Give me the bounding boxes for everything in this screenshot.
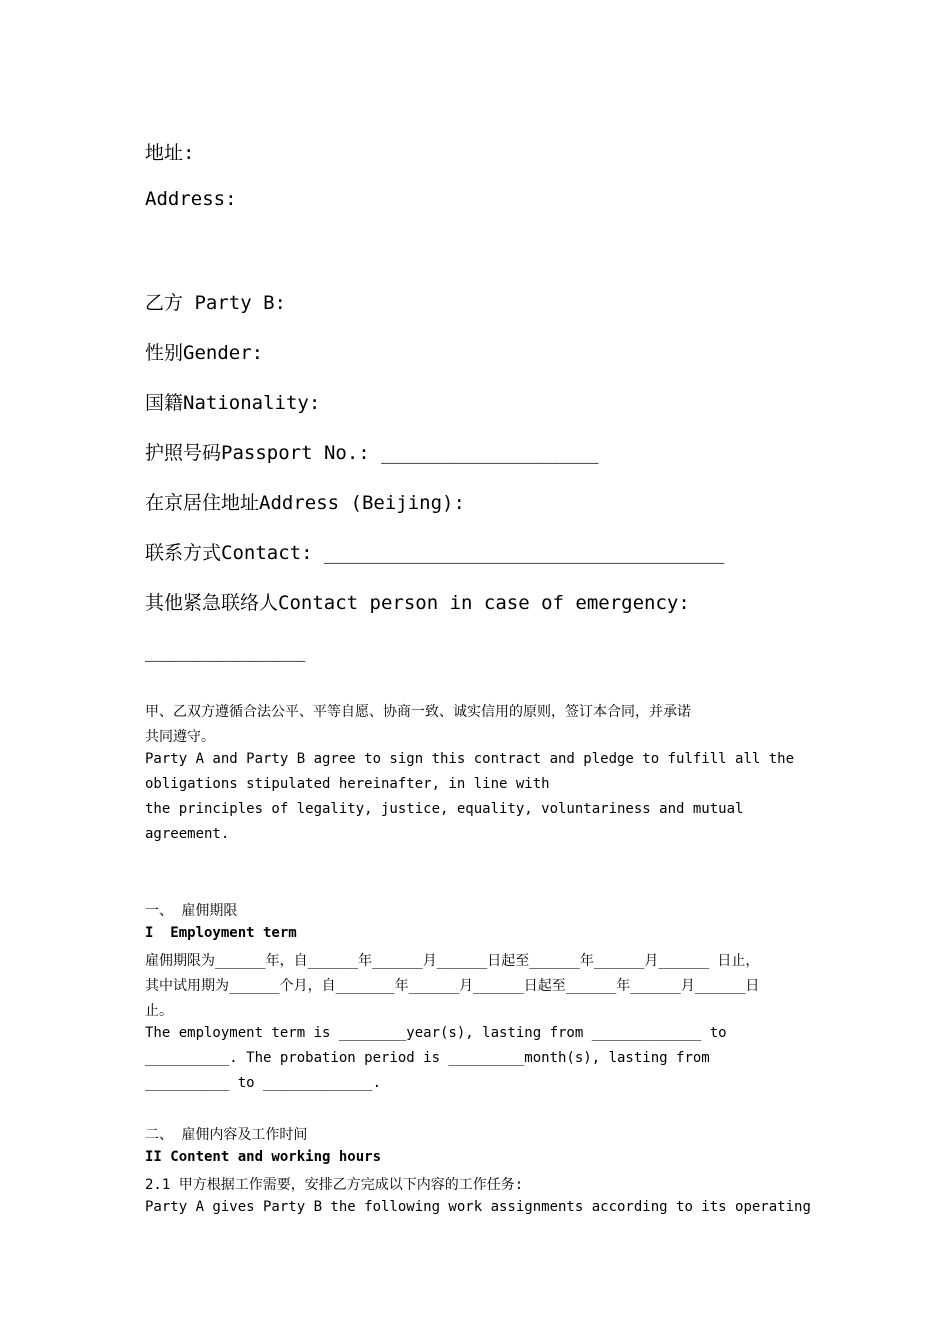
beijing-address-field: 在京居住地址Address (Beijing):	[145, 492, 465, 514]
contact-field: 联系方式Contact: ___________________________________	[145, 542, 725, 564]
section1-cn-line: 止。	[145, 1003, 173, 1019]
section1-cn-line: 其中试用期为______个月，自_______年______月______日起至______年______月______日	[145, 978, 760, 994]
address-cn-label: 地址:	[145, 142, 195, 164]
preamble-en-line: obligations stipulated hereinafter, in line with	[145, 776, 550, 792]
preamble-en-line: the principles of legality, justice, equality, voluntariness and mutual	[145, 801, 744, 817]
section1-heading-en: I Employment term	[145, 925, 297, 941]
section1-en-line: __________ to _____________.	[145, 1075, 382, 1091]
item-2-1-en: Party A gives Party B the following work assignments according to its operating	[145, 1199, 811, 1215]
emergency-contact-field: 其他紧急联络人Contact person in case of emergency:	[145, 592, 690, 614]
emergency-contact-blank: ______________	[145, 640, 306, 662]
preamble-en-line: agreement.	[145, 826, 230, 842]
passport-field: 护照号码Passport No.: ___________________	[145, 442, 599, 464]
nationality-field: 国籍Nationality:	[145, 392, 321, 414]
section1-heading-cn: 一、 雇佣期限	[145, 903, 238, 919]
party-b-title: 乙方 Party B:	[145, 292, 286, 314]
section1-en-line: The employment term is ________year(s), lasting from _____________ to	[145, 1025, 727, 1041]
preamble-en-line: Party A and Party B agree to sign this contract and pledge to fulfill all the	[145, 751, 795, 767]
address-en-label: Address:	[145, 188, 237, 210]
section1-cn-line: 雇佣期限为______年，自______年______月______日起至______年______月______ 日止，	[145, 953, 760, 969]
item-2-1-cn: 2.1 甲方根据工作需要，安排乙方完成以下内容的工作任务:	[145, 1177, 524, 1193]
preamble-cn-line: 共同遵守。	[145, 729, 215, 745]
section2-heading-en: II Content and working hours	[145, 1149, 382, 1165]
gender-field: 性别Gender:	[145, 342, 264, 364]
section2-heading-cn: 二、 雇佣内容及工作时间	[145, 1127, 308, 1143]
section1-en-line: __________. The probation period is _________month(s), lasting from	[145, 1050, 710, 1066]
preamble-cn-line: 甲、乙双方遵循合法公平、平等自愿、协商一致、诚实信用的原则，签订本合同，并承诺	[145, 704, 691, 720]
